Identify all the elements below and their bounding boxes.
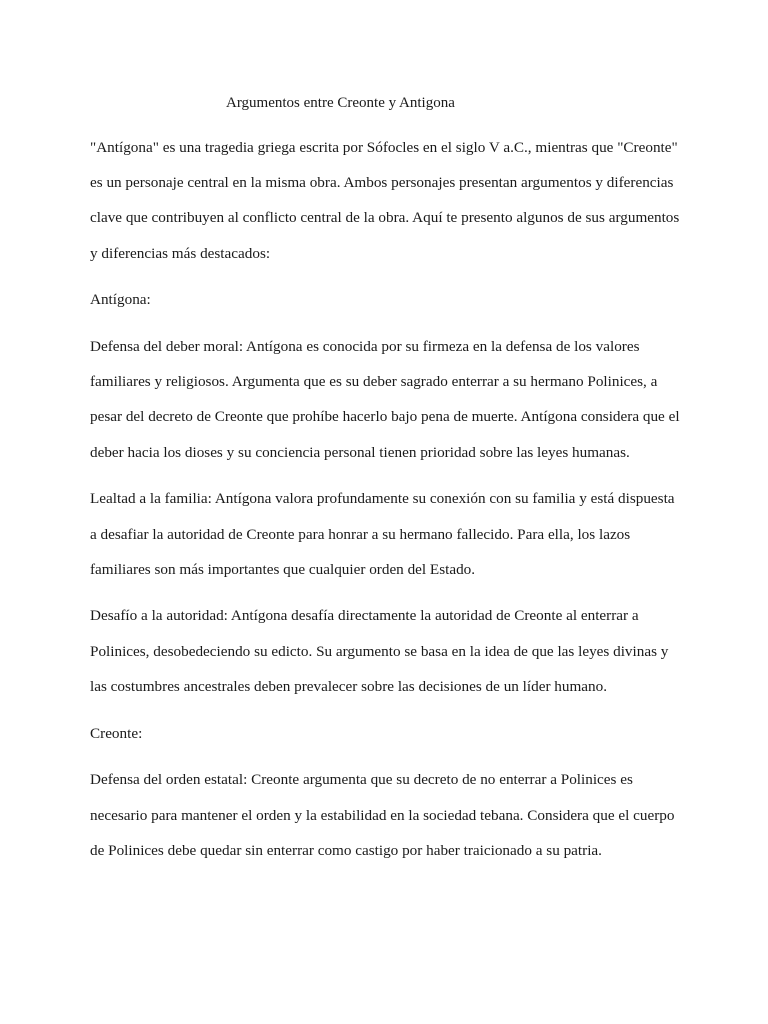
paragraph-line: pesar del decreto de Creonte que prohíbe hacerlo bajo pena de muerte. Antígona considera que el [90,408,680,425]
paragraph-line: familiares son más importantes que cualquier orden del Estado. [90,561,476,578]
document-title: Argumentos entre Creonte y Antigona [226,95,455,111]
paragraph-line: necesario para mantener el orden y la estabilidad en la sociedad tebana. Considera que el cuerpo [90,807,675,824]
paragraph-line: a desafiar la autoridad de Creonte para honrar a su hermano fallecido. Para ella, los lazos [90,526,631,543]
section-heading-creonte: Creonte: [90,725,143,742]
paragraph-line: deber hacia los dioses y su conciencia personal tienen prioridad sobre las leyes humanas. [90,444,630,461]
paragraph-line: Defensa del deber moral: Antígona es conocida por su firmeza en la defensa de los valores [90,338,640,355]
paragraph-line: de Polinices debe quedar sin enterrar como castigo por haber traicionado a su patria. [90,842,602,859]
paragraph-line: Polinices, desobedeciendo su edicto. Su argumento se basa en la idea de que las leyes divinas y [90,643,669,660]
intro-line-4: y diferencias más destacados: [90,245,271,262]
intro-line-1: "Antígona" es una tragedia griega escrita por Sófocles en el siglo V a.C., mientras que "Creonte" [90,139,678,156]
paragraph-line: Lealtad a la familia: Antígona valora profundamente su conexión con su familia y está dispuesta [90,490,675,507]
intro-line-2: es un personaje central en la misma obra. Ambos personajes presentan argumentos y diferencias [90,174,674,191]
paragraph-line: las costumbres ancestrales deben prevalecer sobre las decisiones de un líder humano. [90,678,608,695]
paragraph-line: Desafío a la autoridad: Antígona desafía directamente la autoridad de Creonte al enterrar a [90,607,639,624]
intro-line-3: clave que contribuyen al conflicto central de la obra. Aquí te presento algunos de sus argumentos [90,209,680,226]
paragraph-line: familiares y religiosos. Argumenta que es su deber sagrado enterrar a su hermano Polinices, a [90,373,658,390]
paragraph-line: Defensa del orden estatal: Creonte argumenta que su decreto de no enterrar a Polinices es [90,771,633,788]
section-heading-antigona: Antígona: [90,291,151,308]
